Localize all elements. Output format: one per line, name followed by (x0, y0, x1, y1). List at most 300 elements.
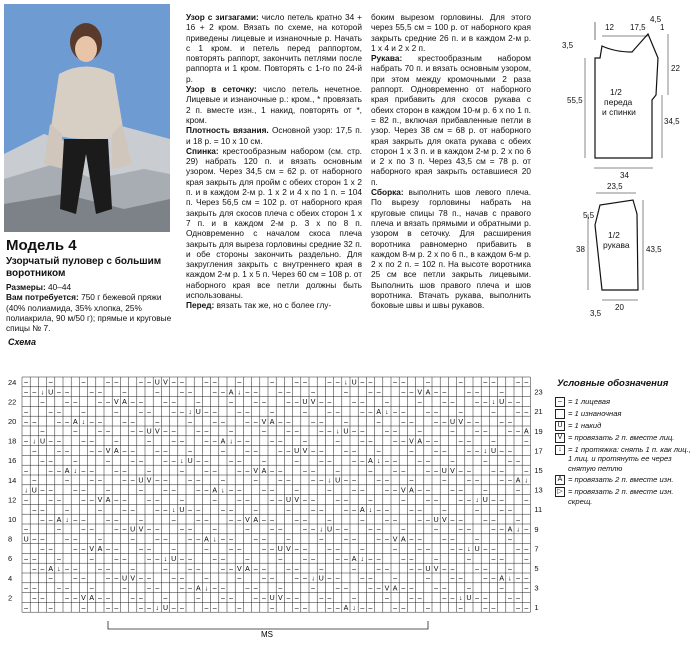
chart-stitch: – (212, 605, 217, 612)
chart-stitch: – (458, 546, 463, 554)
chart-stitch: – (81, 526, 86, 534)
chart-stitch: A (212, 487, 218, 495)
chart-stitch: – (475, 428, 480, 436)
chart-stitch: – (516, 428, 521, 436)
chart-stitch: V (286, 546, 291, 554)
chart-stitch: – (352, 458, 357, 465)
chart-stitch: – (114, 438, 119, 446)
chart-stitch: V (163, 379, 168, 387)
chart-stitch: A (507, 526, 513, 534)
chart-stitch: – (352, 565, 357, 573)
chart-stitch: – (425, 605, 430, 612)
chart-stitch: – (212, 556, 217, 563)
chart-stitch: U (39, 438, 46, 446)
chart-stitch: A (105, 497, 111, 505)
chart-stitch: – (368, 389, 373, 397)
chart-stitch: – (417, 516, 422, 524)
chart-stitch: U (31, 487, 37, 495)
chart-stitch: – (122, 448, 127, 456)
chart-stitch: ↓ (385, 409, 389, 416)
chart-stitch: – (311, 585, 316, 593)
chart-stitch: – (319, 507, 324, 514)
chart-stitch: – (138, 487, 143, 495)
chart-stitch: – (245, 409, 250, 416)
chart-stitch: – (130, 595, 135, 603)
chart-stitch: – (360, 575, 365, 583)
chart-stitch: – (319, 595, 324, 603)
chart-stitch: – (56, 497, 61, 505)
chart-stitch: – (466, 467, 471, 475)
chart-stitch: – (327, 516, 332, 524)
chart-stitch: – (417, 487, 422, 495)
chart-stitch: – (393, 467, 398, 475)
chart-stitch: – (48, 409, 53, 416)
chart-stitch: – (270, 467, 275, 475)
chart-stitch: – (393, 516, 398, 524)
chart-stitch: A (392, 585, 398, 593)
chart-stitch: – (171, 379, 176, 387)
chart-stitch: – (163, 428, 168, 436)
chart-stitch: ↓ (40, 389, 45, 397)
chart-stitch: – (516, 546, 521, 554)
chart-stitch: – (138, 595, 143, 603)
chart-stitch: – (171, 458, 176, 465)
chart-stitch: ↓ (229, 438, 233, 446)
chart-stitch: – (89, 418, 94, 426)
dim-text: 4,5 (650, 15, 662, 24)
chart-stitch: U (466, 595, 472, 603)
chart-stitch: – (155, 418, 160, 426)
chart-stitch: – (516, 595, 521, 603)
chart-stitch: – (171, 438, 176, 446)
chart-stitch: – (450, 458, 455, 465)
row-number-left: 18 (8, 436, 17, 446)
chart-stitch: – (360, 428, 365, 436)
chart-stitch: – (89, 389, 94, 397)
chart-stitch: – (179, 379, 184, 387)
chart-stitch: – (188, 565, 193, 573)
chart-stitch: – (499, 556, 504, 563)
chart-stitch: – (138, 399, 143, 407)
chart-stitch: – (155, 448, 160, 456)
chart-stitch: – (245, 526, 250, 534)
chart-stitch: – (122, 477, 127, 485)
chart-stitch: – (368, 497, 373, 505)
chart-stitch: U (23, 536, 29, 544)
paragraph-text: число петель нечетное. Лицевые и изнаночные р.: кром., * провязать 2 п. вместе изн., 1 накид, повторять от *, кром. (186, 84, 362, 125)
chart-stitch: – (212, 497, 217, 505)
chart-stitch: ↓ (508, 575, 512, 583)
chart-stitch: – (319, 418, 324, 426)
chart-stitch: – (40, 399, 45, 407)
chart-stitch: – (376, 585, 381, 593)
chart-stitch: – (32, 448, 37, 456)
chart-stitch: – (294, 595, 299, 603)
chart-stitch: – (237, 605, 242, 612)
chart-stitch: – (343, 536, 348, 544)
chart-stitch: – (220, 448, 225, 456)
chart-stitch: – (286, 448, 291, 456)
chart-stitch: – (409, 585, 414, 593)
chart-stitch: – (524, 409, 529, 416)
chart-stitch: – (466, 526, 471, 534)
chart-stitch: – (270, 379, 275, 387)
chart-stitch: – (188, 507, 193, 514)
chart-stitch: – (516, 399, 521, 407)
chart-stitch: – (376, 477, 381, 485)
chart-stitch: ↓ (73, 467, 78, 475)
chart-stitch: – (130, 428, 135, 436)
chart-stitch: – (458, 516, 463, 524)
chart-stitch: – (335, 497, 340, 505)
chart-stitch: – (114, 516, 119, 524)
chart-stitch: – (237, 458, 242, 465)
chart-stitch: – (384, 477, 389, 485)
legend (555, 397, 695, 508)
chart-stitch: – (245, 556, 250, 563)
chart-stitch: – (81, 497, 86, 505)
chart-stitch: – (188, 418, 193, 426)
chart-stitch: – (147, 575, 152, 583)
chart-stitch: – (147, 409, 152, 416)
chart-stitch: – (483, 565, 488, 573)
chart-stitch: – (507, 595, 512, 603)
chart-stitch: V (89, 546, 95, 554)
chart-stitch: U (326, 526, 333, 534)
chart-stitch: – (40, 507, 45, 514)
chart-stitch: – (302, 516, 307, 524)
chart-stitch: – (155, 477, 160, 485)
chart-stitch: – (302, 409, 307, 416)
chart-stitch: U (343, 428, 349, 436)
chart-stitch: V (450, 467, 455, 475)
chart-stitch: – (229, 507, 234, 514)
chart-stitch: – (130, 418, 135, 426)
chart-stitch: – (188, 556, 193, 563)
chart-stitch: – (491, 379, 496, 387)
chart-stitch: – (220, 477, 225, 485)
symbol-purl-icon (555, 409, 565, 419)
paragraph-text: боким вырезом горловины. Для этого через 55,5 см = 100 р. от наборного края закрыть средние 26 п. и в каждом 2-м р. 1 х 4 и 2 х 2 п. (371, 12, 531, 53)
chart-stitch: – (352, 448, 357, 456)
chart-stitch: – (89, 438, 94, 446)
chart-stitch: U (195, 409, 201, 416)
row-number-right: 23 (534, 387, 543, 397)
dim-text: 23,5 (607, 182, 623, 191)
chart-stitch: – (393, 575, 398, 583)
chart-stitch: A (204, 536, 209, 544)
chart-stitch: – (229, 487, 234, 495)
chart-stitch: – (343, 389, 348, 397)
chart-stitch: – (302, 379, 307, 387)
chart-stitch: – (524, 605, 529, 612)
chart-stitch: V (409, 438, 414, 446)
dim-text: 34 (620, 171, 629, 180)
chart-stitch: – (401, 467, 406, 475)
dim-text: 22 (671, 64, 680, 73)
chart-stitch: – (65, 585, 70, 593)
chart-stitch: – (475, 565, 480, 573)
chart-stitch: – (376, 448, 381, 456)
chart-stitch: – (97, 536, 102, 544)
chart-stitch: – (147, 438, 152, 446)
chart-stitch: – (212, 379, 217, 387)
chart-stitch: – (425, 487, 430, 495)
chart-stitch: ↓ (163, 556, 168, 563)
chart-stitch: – (483, 605, 488, 612)
chart-stitch: – (65, 389, 70, 397)
chart-stitch: – (270, 409, 275, 416)
dim-text: 1 (660, 23, 665, 32)
chart-stitch: – (73, 516, 78, 524)
chart-stitch: – (220, 556, 225, 563)
chart-stitch: – (24, 389, 29, 397)
chart-stitch: A (122, 399, 127, 407)
chart-stitch: – (270, 497, 275, 505)
chart-stitch: – (516, 487, 521, 495)
chart-stitch: – (327, 575, 332, 583)
chart-stitch: – (434, 389, 439, 397)
chart-stitch: – (163, 507, 168, 514)
chart-stitch: – (130, 448, 135, 456)
chart-stitch: – (155, 507, 160, 514)
chart-stitch: – (483, 595, 488, 603)
chart-stitch: – (368, 575, 373, 583)
chart-stitch: – (475, 536, 480, 544)
row-number-right: 5 (534, 564, 539, 573)
chart-stitch: – (48, 575, 53, 583)
chart-stitch: – (48, 546, 53, 554)
chart-stitch: – (73, 487, 78, 495)
chart-stitch: – (270, 546, 275, 554)
chart-stitch: A (195, 585, 201, 593)
chart-stitch: – (179, 497, 184, 505)
chart-stitch: – (188, 526, 193, 534)
chart-stitch: A (253, 516, 259, 524)
chart-stitch: – (56, 389, 61, 397)
chart-stitch: – (220, 536, 225, 544)
chart-stitch: – (245, 438, 250, 446)
chart-stitch: – (294, 399, 299, 407)
chart-stitch: – (311, 389, 316, 397)
chart-stitch: – (130, 477, 135, 485)
chart-stitch: – (450, 487, 455, 495)
chart-stitch: U (162, 605, 169, 612)
paragraph (186, 84, 362, 125)
chart-stitch: – (245, 418, 250, 426)
chart-stitch: – (286, 565, 291, 573)
chart-stitch: – (499, 477, 504, 485)
model-title: Модель 4 (6, 237, 77, 254)
chart-stitch: – (97, 399, 102, 407)
chart-stitch: – (106, 605, 111, 612)
chart-stitch: – (319, 458, 324, 465)
chart-stitch: – (434, 409, 439, 416)
chart-stitch: U (48, 389, 54, 397)
chart-stitch: – (327, 399, 332, 407)
chart-stitch: – (237, 467, 242, 475)
chart-stitch: – (425, 575, 430, 583)
chart-stitch: – (483, 487, 488, 495)
chart-stitch: – (196, 458, 201, 465)
chart-stitch: ↓ (344, 379, 348, 387)
repeat-label: MS (261, 630, 273, 639)
chart-stitch: – (450, 399, 455, 407)
chart-stitch: – (122, 418, 127, 426)
chart-stitch: – (122, 497, 127, 505)
paragraph (186, 146, 362, 300)
chart-stitch: – (24, 556, 29, 563)
chart-stitch: – (40, 595, 45, 603)
chart-stitch: – (56, 409, 61, 416)
chart-stitch: – (48, 497, 53, 505)
chart-stitch: – (384, 507, 389, 514)
chart-stitch: – (163, 536, 168, 544)
chart-stitch: – (278, 526, 283, 534)
chart-stitch: – (196, 536, 201, 544)
chart-stitch: – (114, 497, 119, 505)
legend-item (555, 397, 695, 407)
chart-stitch: – (65, 507, 70, 514)
chart-stitch: ↓ (327, 477, 332, 485)
chart-stitch: – (278, 556, 283, 563)
chart-stitch: V (302, 448, 308, 456)
chart-stitch: – (253, 595, 258, 603)
chart-stitch: U (318, 575, 324, 583)
chart-stitch: A (220, 438, 226, 446)
chart-stitch: – (48, 467, 53, 475)
chart-stitch: – (302, 438, 307, 446)
chart-stitch: – (450, 575, 455, 583)
chart-stitch: – (237, 487, 242, 495)
chart-stitch: – (417, 428, 422, 436)
chart-stitch: – (475, 448, 480, 456)
chart-stitch: – (335, 467, 340, 475)
chart-stitch: – (450, 428, 455, 436)
chart-stitch: – (434, 526, 439, 534)
chart-stitch: V (400, 487, 406, 495)
chart-stitch: – (384, 428, 389, 436)
chart-stitch: – (393, 379, 398, 387)
sizes-value: 40–44 (48, 282, 72, 292)
chart-stitch: – (138, 605, 143, 612)
chart-stitch: – (466, 556, 471, 563)
chart-stitch: ↓ (311, 575, 315, 583)
chart-stitch: – (163, 477, 168, 485)
chart-stitch: – (171, 399, 176, 407)
chart-stitch: – (483, 546, 488, 554)
chart-stitch: – (401, 379, 406, 387)
chart-stitch: – (163, 565, 168, 573)
schema-title: Схема (8, 337, 36, 347)
chart-stitch: – (278, 477, 283, 485)
chart-stitch: – (384, 565, 389, 573)
chart-stitch: U (171, 556, 177, 563)
chart-stitch: A (261, 467, 267, 475)
sizes-materials (6, 282, 178, 333)
chart-stitch: – (294, 516, 299, 524)
chart-stitch: ↓ (475, 497, 479, 505)
row-number-right: 21 (534, 407, 543, 417)
chart-stitch: – (163, 458, 168, 465)
chart-stitch: V (154, 428, 160, 436)
row-number-left: 10 (8, 515, 17, 524)
front-back-label-line2: переда (604, 97, 633, 107)
chart-stitch: – (179, 605, 184, 612)
chart-stitch: – (483, 379, 488, 387)
chart-stitch: – (65, 536, 70, 544)
chart-stitch: – (89, 477, 94, 485)
chart-stitch: – (106, 458, 111, 465)
dim-text: 55,5 (567, 96, 583, 105)
materials-value: 750 г бежевой пряжи (40% полиамида, 35% хлопка, 25% полиакрила, 90 м/50 г); прямые и круговые спицы № 7. (6, 292, 172, 334)
chart-stitch: – (516, 605, 521, 612)
chart-stitch: – (253, 399, 258, 407)
chart-stitch: – (401, 556, 406, 563)
chart-stitch: – (425, 516, 430, 524)
chart-stitch: – (65, 399, 70, 407)
chart-stitch: – (40, 516, 45, 524)
chart-stitch: – (130, 507, 135, 514)
paragraph-label: Узор с зигзагами: (186, 12, 259, 22)
chart-stitch: – (491, 556, 496, 563)
chart-stitch: – (475, 507, 480, 514)
chart-stitch: – (32, 565, 37, 573)
chart-stitch: – (409, 565, 414, 573)
chart-stitch: – (327, 487, 332, 495)
paragraph (186, 300, 362, 310)
chart-stitch: – (179, 467, 184, 475)
chart-stitch: – (147, 526, 152, 534)
chart-stitch: – (393, 605, 398, 612)
chart-stitch: – (524, 379, 529, 387)
chart-stitch: – (97, 565, 102, 573)
chart-stitch: – (204, 428, 209, 436)
chart-stitch: A (515, 477, 521, 485)
row-number-left: 14 (8, 475, 17, 485)
chart-stitch: – (311, 556, 316, 563)
chart-stitch: – (442, 507, 447, 514)
chart-stitch: – (302, 497, 307, 505)
chart-stitch: – (368, 526, 373, 534)
row-number-left: 6 (8, 554, 13, 564)
chart-stitch: – (237, 575, 242, 583)
paragraph-text: выполнить шов левого плеча. По вырезу горловины набрать на круговые спицы 78 п., начав с правого плеча и вязать прямыми и обратными р. узором в сеточку. Для расширения воротника равномерно прибавить в каждом 8-м р. 2 х по 6 п., в каждом 6-м р. 2 х по 2 п. = 102 п. На высоте воротника 25 см все петли закрыть лицевыми. Выполнить шов правого плеча и шов воротника. Втачать рукава, выполнить боковые швы и швы рукавов. (371, 187, 532, 311)
chart-stitch: – (458, 605, 463, 612)
chart-stitch: – (114, 605, 119, 612)
chart-stitch: – (458, 409, 463, 416)
row-number-right: 17 (534, 446, 543, 456)
chart-stitch: – (261, 516, 266, 524)
chart-stitch: – (32, 418, 37, 426)
paragraph (371, 53, 531, 187)
chart-stitch: – (343, 448, 348, 456)
chart-stitch: – (179, 575, 184, 583)
chart-stitch: – (212, 526, 217, 534)
chart-stitch: – (122, 556, 127, 563)
chart-stitch: – (442, 418, 447, 426)
chart-stitch: – (294, 546, 299, 554)
chart-stitch: – (311, 477, 316, 485)
chart-stitch: – (130, 458, 135, 465)
paragraph-label: Перед: (186, 300, 215, 311)
chart-stitch: – (409, 507, 414, 514)
chart-stitch: A (425, 389, 431, 397)
chart-stitch: – (368, 556, 373, 563)
chart-stitch: – (442, 585, 447, 593)
chart-stitch: V (294, 497, 300, 505)
chart-stitch: – (97, 389, 102, 397)
